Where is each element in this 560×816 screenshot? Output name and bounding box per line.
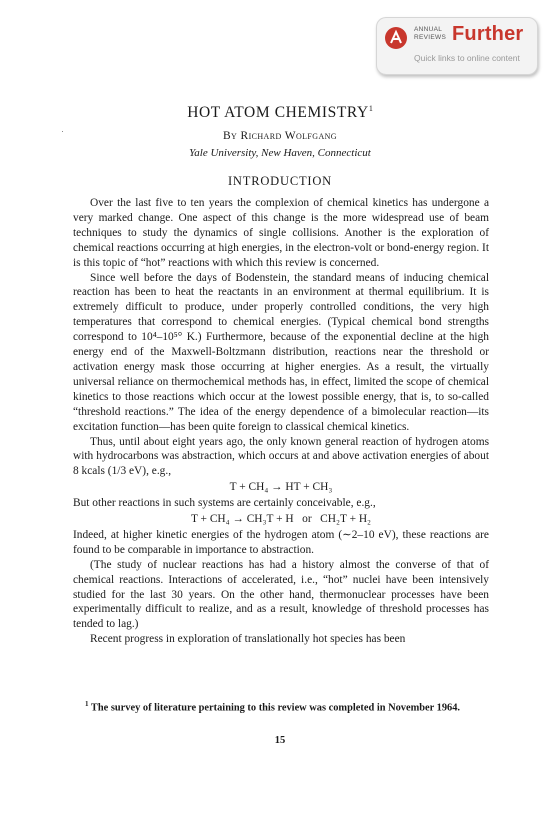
equation: T + CH₄ → CH₃T + H or CH₂T + H₂: [190, 513, 372, 526]
byline: By Richard Wolfgang: [222, 130, 337, 142]
annual-reviews-logo-icon: [385, 27, 407, 49]
brand-name: ANNUAL REVIEWS: [414, 26, 447, 41]
page-number: 15: [274, 735, 286, 746]
equation: T + CH₄ → HT + CH₃: [229, 481, 333, 494]
paragraph: Since well before the days of Bodenstein, the standard means of inducing chemical reaction has been to heat the reactants in an environment at thermal equilibrium. It is extremely difficult to produce, under properly controlled conditions, the very high temperatures that correspond to chemical energies. (Typical chemical bond strengths correspond to 10⁴–10⁵° K.) Furthermore, because of the exponential decline at the high energy end of the Maxwell-Boltzmann distribution, reactions near the threshold or activation energy mask those occurring at higher energies. As a result, the virtually universal reliance on thermochemical methods has, in effect, limited the scope of chemical kinetics to those reactions which occur at the lowest possible energy, that is, to so-called “threshold reactions.” The idea of the energy dependence of a bimolecular reaction—its excitation function—has been quite foreign to classical chemical kinetics.: [73, 271, 489, 433]
section-heading: INTRODUCTION: [227, 174, 333, 188]
title-footnote-mark[interactable]: 1: [368, 104, 373, 113]
article-title: HOT ATOM CHEMISTRY$^1$: [187, 104, 373, 121]
further-tagline: Quick links to online content: [414, 53, 520, 63]
further-banner-link[interactable]: [376, 17, 538, 75]
paragraph: Indeed, at higher kinetic energies of the hydrogen atom (∼2–10 eV), these reactions are found to be comparable in importance to abstraction.: [73, 528, 489, 556]
affiliation: Yale University, New Haven, Connecticut: [189, 147, 371, 159]
paragraph: Thus, until about eight years ago, the only known general reaction of hydrogen atoms with hydrocarbons was abstraction, which occurs at and above activation energies of about 8 kcals (1/3 eV), e.g.,: [73, 435, 489, 478]
article-body: [73, 196, 489, 647]
paragraph: (The study of nuclear reactions has had a history almost the converse of that of chemical reactions. Interactions of accelerated, i.e., “hot” nuclei have been intensively studied for the last 30 years. On the other hand, thermonuclear processes have been experimentally difficult to realize, and as a result, knowledge of threshold processes has tended to lag.): [73, 558, 489, 631]
paragraph: Recent progress in exploration of translationally hot species has been: [90, 633, 406, 646]
footnote: [73, 697, 489, 715]
footnote-mark: 1: [85, 700, 89, 708]
further-wordmark: Further: [452, 23, 524, 45]
footnote-text: The survey of literature pertaining to this review was completed in November 1964.: [90, 702, 461, 714]
paragraph: But other reactions in such systems are certainly conceivable, e.g.,: [73, 497, 376, 510]
paragraph: Over the last five to ten years the complexion of chemical kinetics has undergone a very marked change. One aspect of this change is the more widespread use of beam techniques to study the dynamics of single collisions. Another is the exploration of chemical reactions occurring at high energies, in the electron-volt or bond-energy region. It is this topic of “hot” reactions with which this review is concerned.: [73, 197, 489, 269]
